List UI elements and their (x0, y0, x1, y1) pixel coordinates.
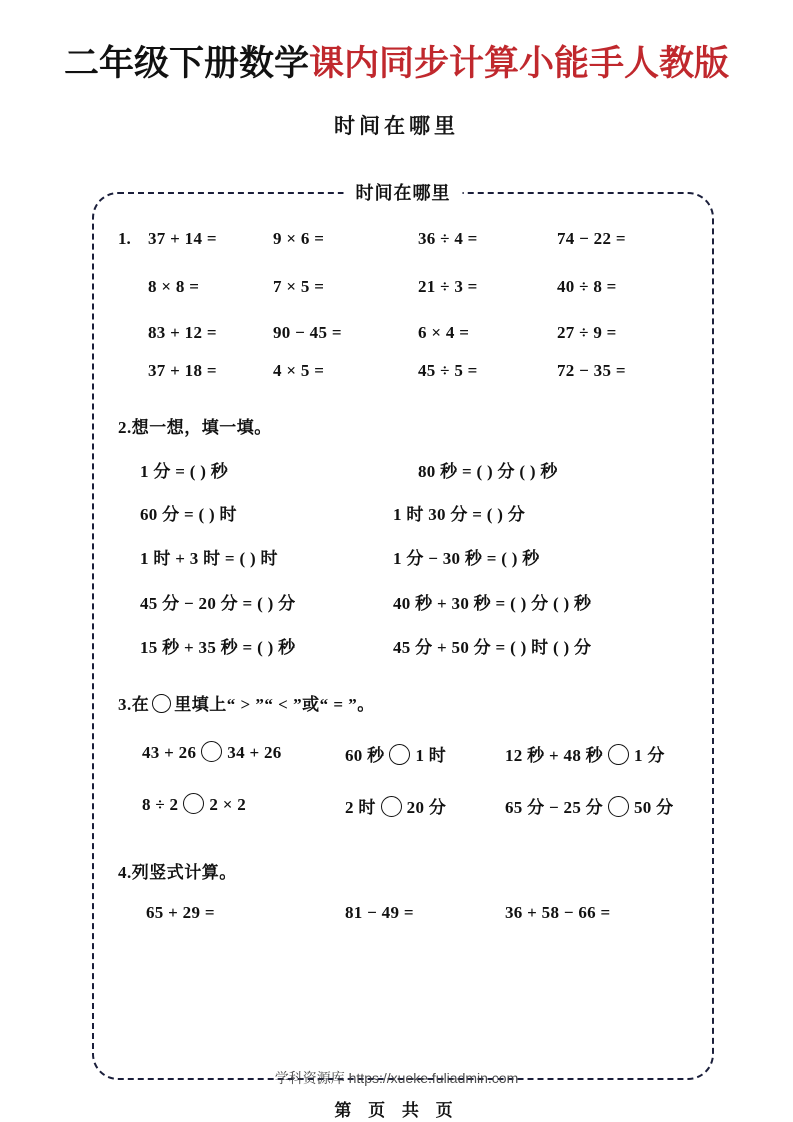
section-3-right-expr: 50 分 (634, 798, 674, 817)
banner-black-segment: 二年级下册数学 (63, 44, 309, 83)
section-3-cell (345, 793, 446, 818)
section-2-cell: 15 秒 + 35 秒 = ( ) 秒 (140, 638, 296, 657)
comparison-circle-icon[interactable] (389, 744, 410, 765)
section-2-cell: 1 分 − 30 秒 = ( ) 秒 (393, 549, 540, 568)
section-1-cell: 36 ÷ 4 = (418, 229, 478, 248)
section-1-cell: 72 − 35 = (557, 361, 626, 380)
section-4-heading (118, 858, 237, 883)
section-2-cell: 1 分 = ( ) 秒 (140, 462, 229, 481)
section-1-cell: 21 ÷ 3 = (418, 277, 478, 296)
page-banner-title (0, 42, 793, 86)
section-3-cell (142, 741, 282, 763)
section-1-cell: 27 ÷ 9 = (557, 323, 617, 342)
section-3-right-expr: 2 × 2 (209, 795, 247, 814)
section-2-index: 2. (118, 418, 132, 437)
comparison-circle-icon[interactable] (183, 793, 204, 814)
section-2-cell: 1 时 30 分 = ( ) 分 (393, 505, 526, 524)
section-1-index: 1. (118, 229, 131, 248)
section-3-cell (142, 793, 246, 815)
section-2-cell: 1 时 + 3 时 = ( ) 时 (140, 549, 278, 568)
section-1-cell: 90 − 45 = (273, 323, 342, 342)
section-3-cell (505, 793, 673, 818)
comparison-circle-icon[interactable] (381, 796, 402, 817)
section-2-cell: 80 秒 = ( ) 分 ( ) 秒 (418, 462, 558, 481)
section-1-cell: 40 ÷ 8 = (557, 277, 617, 296)
section-3-heading-text-after: 里填上“ > ”“ < ”或“ = ”。 (174, 695, 375, 714)
section-2-heading-text: 想一想，填一填。 (131, 418, 272, 437)
section-4-cell: 65 + 29 = (146, 903, 215, 922)
section-2-cell: 45 分 − 20 分 = ( ) 分 (140, 594, 296, 613)
section-2-heading (118, 413, 272, 438)
section-3-left-expr: 60 秒 (345, 746, 385, 765)
section-1-cell: 83 + 12 = (148, 323, 217, 342)
section-4-cell: 81 − 49 = (345, 903, 414, 922)
section-4-heading-text: 列竖式计算。 (131, 863, 237, 882)
section-1-cell: 9 × 6 = (273, 229, 325, 248)
section-2-cell: 40 秒 + 30 秒 = ( ) 分 ( ) 秒 (393, 594, 592, 613)
section-3-heading (118, 690, 375, 715)
section-1-cell: 6 × 4 = (418, 323, 470, 342)
section-3-right-expr: 20 分 (406, 798, 447, 817)
section-3-left-expr: 12 秒 + 48 秒 (505, 746, 603, 765)
page-number-footer: 第 页 共 页 (334, 1101, 459, 1120)
section-3-left-expr: 65 分 − 25 分 (505, 798, 603, 817)
section-1-cell: 4 × 5 = (273, 361, 325, 380)
section-1-cell: 74 − 22 = (557, 229, 626, 248)
banner-red-segment: 课内同步计算小能手人教版 (309, 44, 730, 83)
comparison-circle-icon[interactable] (608, 744, 629, 765)
section-3-index: 3. (118, 695, 132, 714)
section-2-cell: 45 分 + 50 分 = ( ) 时 ( ) 分 (393, 638, 592, 657)
section-3-left-expr: 8 ÷ 2 (142, 795, 179, 814)
section-3-right-expr: 1 时 (415, 746, 447, 765)
section-1-cell: 37 + 14 = (148, 229, 217, 248)
section-3-right-expr: 34 + 26 (227, 743, 282, 762)
site-watermark: 学科资源库 https://xueke.fuliadmin.com (274, 1070, 519, 1086)
section-3-left-expr: 2 时 (345, 798, 376, 817)
section-3-cell (505, 741, 665, 766)
section-1-cell: 37 + 18 = (148, 361, 217, 380)
section-1-cell: 45 ÷ 5 = (418, 361, 478, 380)
section-3-right-expr: 1 分 (634, 746, 665, 765)
section-3-heading-text-before: 在 (131, 695, 150, 714)
section-2-cell: 60 分 = ( ) 时 (140, 505, 237, 524)
section-4-cell: 36 + 58 − 66 = (505, 903, 611, 922)
comparison-circle-icon[interactable] (201, 741, 222, 762)
comparison-circle-icon (152, 694, 171, 713)
section-3-cell (345, 741, 446, 766)
section-4-index: 4. (118, 863, 132, 882)
comparison-circle-icon[interactable] (608, 796, 629, 817)
section-1-cell: 8 × 8 = (148, 277, 200, 296)
section-1-cell: 7 × 5 = (273, 277, 325, 296)
lesson-subtitle: 时间在哪里 (334, 113, 459, 138)
section-3-left-expr: 43 + 26 (142, 743, 197, 762)
worksheet-caption: 时间在哪里 (344, 179, 463, 205)
